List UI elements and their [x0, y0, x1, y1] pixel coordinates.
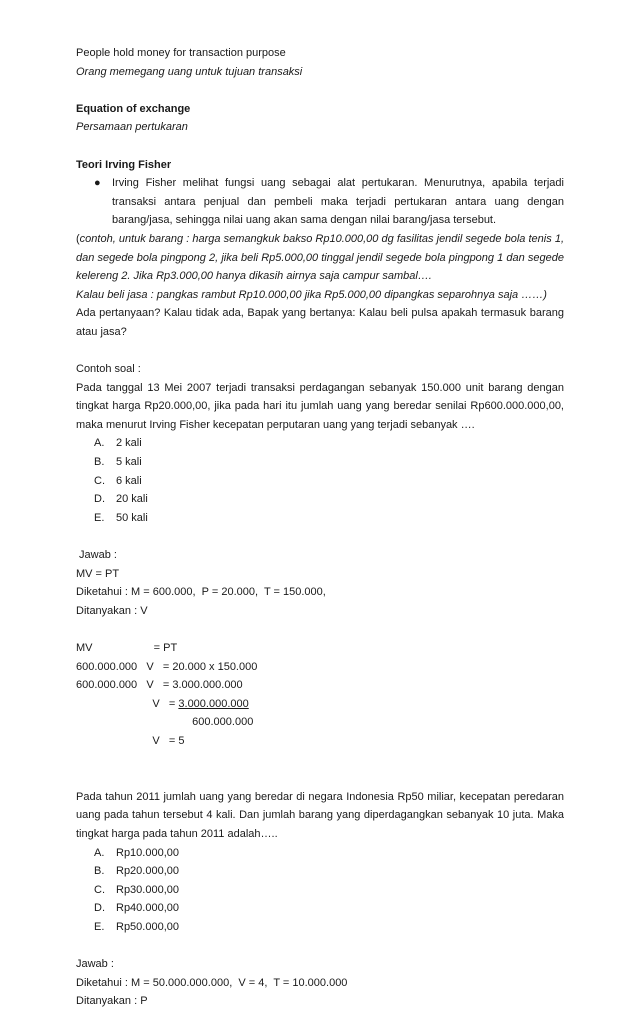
known-values: Diketahui : M = 600.000, P = 20.000, T = 150.000, [76, 586, 326, 599]
section-title-translation: Persamaan pertukaran [76, 121, 188, 134]
option-item: E. 50 kali [94, 511, 148, 524]
question-text: Pada tahun 2011 jumlah uang yang beredar di negara Indonesia Rp50 miliar, kecepatan peredaran uang pada tahun tersebut 4 kali. Dan jumlah barang yang diperdagangkan sebanyak 10 juta. Maka tingkat harga pada tahun 2011 adalah….. [76, 790, 564, 840]
option-item: C. Rp30.000,00 [94, 883, 179, 896]
option-item: A. 2 kali [94, 437, 142, 450]
bullet-item [76, 174, 564, 230]
bullet-icon: ● [94, 177, 101, 190]
option-item: D. 20 kali [94, 493, 148, 506]
document-page [76, 44, 564, 1011]
example-heading: Contoh soal : [76, 363, 141, 376]
option-item: A. Rp10.000,00 [94, 846, 179, 859]
question-text: Pada tanggal 13 Mei 2007 terjadi transaksi perdagangan sebanyak 150.000 unit barang dengan tingkat harga Rp20.000,00, jika pada hari itu jumlah uang yang beredar senilai Rp600.000.000,00, maka menurut Irving Fisher kecepatan perputaran uang yang terjadi sebanyak …. [76, 381, 564, 431]
options-list [76, 434, 564, 527]
option-item: C. 6 kali [94, 474, 142, 487]
section-title-translation: Orang memegang uang untuk tujuan transaksi [76, 65, 303, 78]
calc-line: 600.000.000 [76, 716, 254, 729]
options-list [76, 844, 564, 937]
answer-heading: Jawab : [76, 549, 117, 562]
section-title: People hold money for transaction purpose [76, 47, 286, 59]
bullet-text: Irving Fisher melihat fungsi uang sebagai alat pertukaran. Menurutnya, apabila terjadi transaksi antara penjual dan pembeli maka terjadi pertukaran antara uang dengan barang/jasa, sehingga nilai uang akan sama dengan nilai barang/jasa tersebut. [112, 177, 564, 227]
calc-line: V = 5 [76, 734, 185, 747]
section-title: Equation of exchange [76, 102, 191, 115]
example-paragraph-2: Kalau beli jasa : pangkas rambut Rp10.000,00 jika Rp5.000,00 dipangkas separohnya saja ……) [76, 288, 547, 301]
formula: MV = PT [76, 567, 120, 580]
calc-line: V = 3.000.000.000 [76, 697, 249, 710]
calc-line: 600.000.000 V = 3.000.000.000 [76, 679, 243, 692]
question-paragraph: Ada pertanyaan? Kalau tidak ada, Bapak yang bertanya: Kalau beli pulsa apakah termasuk barang atau jasa? [76, 307, 564, 338]
option-item: B. Rp20.000,00 [94, 865, 179, 878]
section-heading: Teori Irving Fisher [76, 158, 172, 171]
answer-heading: Jawab : [76, 958, 114, 971]
known-values: Diketahui : M = 50.000.000.000, V = 4, T = 10.000.000 [76, 976, 348, 989]
asked-value: Ditanyakan : V [76, 604, 148, 617]
example-paragraph: (contoh, untuk barang : harga semangkuk bakso Rp10.000,00 dg fasilitas jendil segede bola tenis 1, dan segede bola pingpong 2, jika beli Rp5.000,00 tinggal jendil segede bola pingpong 1 dan segede kelereng 2. Jika Rp3.000,00 hanya dikasih airnya saja campur sambal…. [76, 232, 564, 283]
calc-line: MV = PT [76, 642, 178, 654]
option-item: B. 5 kali [94, 456, 142, 469]
option-item: E. Rp50.000,00 [94, 920, 179, 933]
option-item: D. Rp40.000,00 [94, 902, 179, 915]
asked-value: Ditanyakan : P [76, 995, 148, 1008]
calc-line: 600.000.000 V = 20.000 x 150.000 [76, 660, 258, 673]
